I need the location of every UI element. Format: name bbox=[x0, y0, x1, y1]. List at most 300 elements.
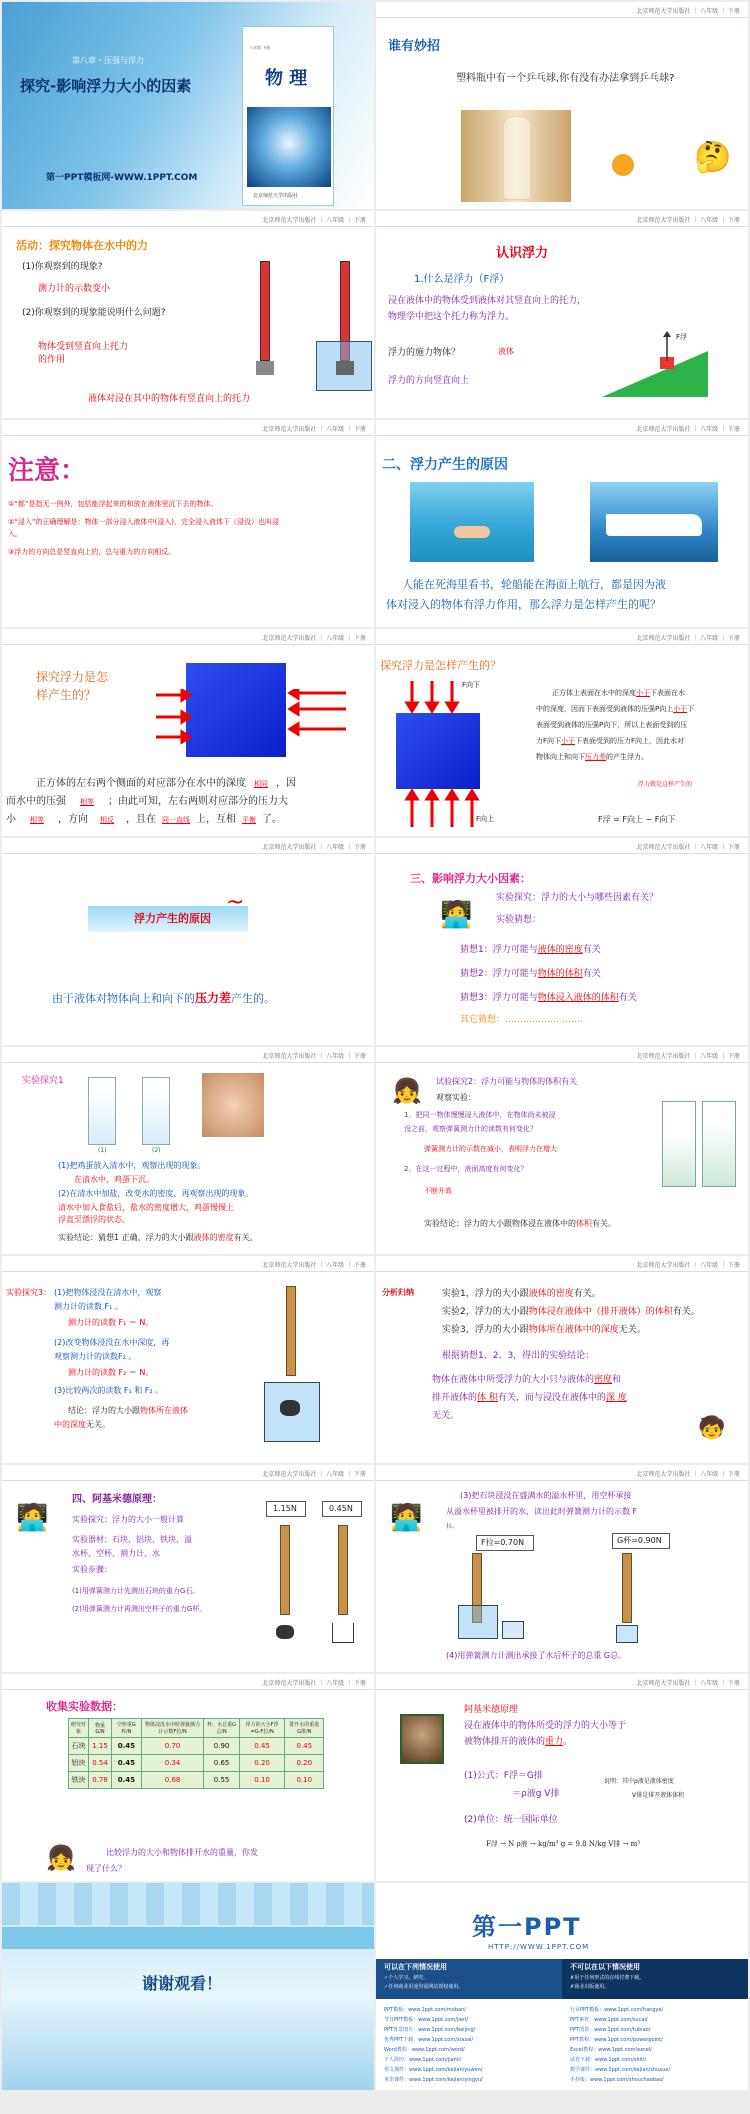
table-cell: 0.45 bbox=[111, 1772, 141, 1789]
force-up-label: F向上 bbox=[476, 815, 495, 823]
text-span: 有关。 bbox=[233, 1233, 258, 1242]
step-3: (3)比较两次的读数 F₁ 和 F₂ 。 bbox=[54, 1386, 164, 1395]
header-text: 北京师范大学出版社 ｜ 八年级 ｜ 下册 bbox=[636, 1262, 740, 1269]
hypotheses-label: 实验猜想： bbox=[496, 915, 542, 925]
table-cell: 0.70 bbox=[141, 1738, 204, 1755]
ping-pong-ball-icon bbox=[612, 154, 634, 176]
slide-header bbox=[376, 1674, 748, 1690]
text-span: 实验1，浮力的大小跟 bbox=[442, 1289, 529, 1299]
table-cell: 铝块 bbox=[69, 1755, 89, 1772]
text-line: 无关。 bbox=[432, 1411, 460, 1421]
slide-header bbox=[376, 838, 748, 854]
answer-2: 液体 bbox=[498, 347, 514, 356]
resource-link[interactable]: PPT模板：www.1ppt.com/moban/ bbox=[384, 2007, 466, 2013]
slide-title-line-2: 样产生的？ bbox=[36, 688, 97, 702]
slide-title: 收集实验数据： bbox=[46, 1700, 123, 1713]
step-2-result: 清水中加入食盐后，盐水的密度增大，鸡蛋慢慢上 bbox=[58, 1203, 234, 1212]
text-span: 下表面受到的压力F向上，因此水对 bbox=[575, 737, 685, 745]
step-3: (3)把石块浸没在盛满水的溢水杯里，用空杯承接 bbox=[460, 1491, 632, 1500]
highlight-text: 体 积 bbox=[477, 1393, 498, 1403]
slide-header bbox=[2, 1047, 374, 1063]
resource-link[interactable]: Excel教程：www.1ppt.com/excel/ bbox=[570, 2047, 652, 2053]
header-text: 北京师范大学出版社 ｜ 八年级 ｜ 下册 bbox=[262, 844, 366, 851]
principle-name: 阿基米德原理 bbox=[464, 1705, 519, 1715]
formula-1: (1)公式：F浮＝G排 bbox=[464, 1771, 543, 1781]
resource-link[interactable]: PPT教程：www.1ppt.com/powerpoint/ bbox=[570, 2037, 663, 2043]
blank-answer: 压力差 bbox=[585, 753, 606, 761]
step-3-cont: 从溢水杯里被排开的水，读出此时弹簧测力计的示数 F bbox=[446, 1507, 638, 1516]
question-1: (1)你观察到的现象? bbox=[22, 262, 103, 272]
step-2-cont: 观察测力计的读数F₂ 。 bbox=[54, 1352, 137, 1361]
filled-cup bbox=[616, 1625, 638, 1643]
reading-1: F拉=0.70N bbox=[481, 1538, 525, 1547]
slide-14 bbox=[376, 1256, 748, 1463]
table-cell: 0.45 bbox=[285, 1738, 324, 1755]
student-icon: 🧒 bbox=[698, 1416, 726, 1441]
tag-box bbox=[88, 906, 248, 932]
resource-link[interactable]: 英语课件：www.1ppt.com/kejian/yingyu/ bbox=[384, 2077, 483, 2083]
table-body bbox=[69, 1738, 324, 1789]
resource-link[interactable]: 行业PPT模板：www.1ppt.com/hangye/ bbox=[570, 2007, 664, 2013]
slide-title: 实验探究3： bbox=[6, 1288, 52, 1297]
stone bbox=[280, 1400, 300, 1416]
text-span: 无关。 bbox=[618, 1325, 646, 1335]
links-left bbox=[384, 2005, 483, 2085]
reading-2: 0.45N bbox=[329, 1504, 353, 1513]
resource-link[interactable]: Word教程：www.1ppt.com/word/ bbox=[384, 2047, 465, 2053]
table-cell: 石块 bbox=[69, 1738, 89, 1755]
reading-box-2 bbox=[322, 1501, 362, 1517]
highlight-text: 重力 bbox=[545, 1737, 564, 1747]
slide-heading: 谁有妙招 bbox=[388, 39, 441, 54]
thanks-text: 谢谢观看！ bbox=[142, 1974, 223, 1993]
resource-link[interactable]: PPT背景图片：www.1ppt.com/beijing/ bbox=[384, 2027, 476, 2033]
book-title: 物 理 bbox=[265, 68, 308, 89]
text-span: 有关。 bbox=[573, 1289, 601, 1299]
header-text: 北京师范大学出版社 ｜ 八年级 ｜ 下册 bbox=[262, 426, 366, 433]
bottle-photo bbox=[461, 110, 571, 202]
table-cell: 1.15 bbox=[89, 1738, 112, 1755]
answer-2: 不断升高 bbox=[424, 1187, 452, 1195]
side-force-arrows bbox=[152, 689, 352, 769]
header-text: 北京师范大学出版社 ｜ 八年级 ｜ 下册 bbox=[262, 635, 366, 642]
reading-2: G杯=0.90N bbox=[617, 1536, 662, 1545]
slide-title: 注意： bbox=[8, 456, 87, 486]
cover-title: 探究-影响浮力大小的因素 bbox=[20, 77, 192, 95]
links-right bbox=[570, 2005, 670, 2085]
units-heading: (2)单位：统一国际单位 bbox=[464, 1815, 558, 1825]
beaker-2 bbox=[142, 1077, 170, 1145]
table-header-cell: 空杯重G杯/N bbox=[111, 1719, 141, 1738]
text-span: 实验2，浮力的大小跟 bbox=[442, 1307, 529, 1317]
units-line: F浮 → N ρ液 → kg/m³ g = 9.8 N/kg V排 → m³ bbox=[486, 1840, 641, 1848]
text-span: 无关。 bbox=[86, 1420, 110, 1429]
reading-box-1 bbox=[476, 1535, 534, 1551]
other-hypotheses: 其它猜想：……………… ……. bbox=[460, 1015, 583, 1025]
table-row bbox=[69, 1772, 324, 1789]
spring-scale-1 bbox=[280, 1525, 290, 1615]
text-span: 下表面在水 bbox=[650, 689, 685, 697]
text-span: ，因 bbox=[276, 778, 296, 789]
table-header-cell: 研究对象 bbox=[69, 1719, 89, 1738]
slide-title: 活动：探究物体在水中的力 bbox=[16, 239, 148, 252]
text-span: 正方体上表面在水中的深度 bbox=[552, 689, 636, 697]
note-3: ③浮力的方向总是竖直向上的，总与重力的方向相反。 bbox=[8, 548, 176, 556]
note-2: V排是排开液体体积 bbox=[632, 1792, 685, 1799]
dead-sea-photo bbox=[410, 482, 534, 562]
text-span: 有关 bbox=[582, 945, 601, 955]
text-span: 有关 bbox=[618, 993, 637, 1003]
forbidden-item: ✗商业出版使用。 bbox=[570, 1984, 610, 1990]
reading-box-1 bbox=[266, 1501, 306, 1517]
student-icon: 🧑‍💻 bbox=[16, 1503, 49, 1533]
allowed-title: 可以在下列情况使用 bbox=[384, 1963, 447, 1971]
highlight-text: 压力差 bbox=[195, 991, 232, 1005]
table-cell: 铁块 bbox=[69, 1772, 89, 1789]
table-cell: 0.45 bbox=[239, 1738, 285, 1755]
spring-scale-2 bbox=[338, 1525, 348, 1615]
vertical-force-arrows bbox=[402, 679, 482, 829]
line-2: 实验器材：石块、铝块、铁块、溢 bbox=[72, 1535, 192, 1544]
table-cell: 0.34 bbox=[141, 1755, 204, 1772]
table-header-row bbox=[69, 1719, 324, 1738]
header-text: 北京师范大学出版社 ｜ 八年级 ｜ 下册 bbox=[636, 426, 740, 433]
spring-scale-1 bbox=[260, 261, 270, 361]
slide-12 bbox=[376, 1047, 748, 1254]
slide-title: 三、影响浮力大小因素： bbox=[410, 872, 531, 885]
header-text: 北京师范大学出版社 ｜ 八年级 ｜ 下册 bbox=[636, 217, 740, 224]
allowed-item: ✓个人学习、研究。 bbox=[384, 1975, 429, 1981]
note-2: ②“浸入”的正确理解是：物体一部分浸入液体中(浸入)，完全浸入液体下（浸没）也叫浸 bbox=[8, 518, 279, 526]
blank-answer: 相同 bbox=[254, 780, 268, 788]
text-span: 有关 bbox=[582, 969, 601, 979]
resource-link[interactable]: 数学课件：www.1ppt.com/kejian/shuxue/ bbox=[570, 2067, 671, 2073]
table-cell: 0.55 bbox=[204, 1772, 239, 1789]
highlight-text: 液体的密度 bbox=[537, 945, 583, 955]
slide-20 bbox=[376, 1883, 748, 2090]
table-cell: 0.90 bbox=[204, 1738, 239, 1755]
student-icon: 🧑‍💻 bbox=[390, 1503, 423, 1533]
text-span: 有关。 bbox=[592, 1219, 616, 1228]
slide-17 bbox=[2, 1674, 374, 1881]
principle-line-1: 浸在液体中的物体所受的浮力的大小等于 bbox=[464, 1721, 627, 1731]
archimedes-portrait bbox=[400, 1714, 444, 1764]
question-1: 1.什么是浮力（F浮） bbox=[414, 274, 510, 285]
step-2: (2)改变物体浸没在水中深度，再 bbox=[54, 1338, 170, 1347]
text-span: ，且在 bbox=[126, 814, 156, 825]
header-text: 北京师范大学出版社 ｜ 八年级 ｜ 下册 bbox=[262, 1680, 366, 1687]
incline-diagram bbox=[602, 331, 712, 401]
line-3: 实验步骤： bbox=[72, 1565, 112, 1574]
caption-2: (2) bbox=[152, 1147, 161, 1154]
text-span: 有关，而与浸没在液体中的 bbox=[497, 1393, 606, 1403]
thinking-character-icon: 🤔 bbox=[694, 140, 732, 175]
text-span: 的产生浮力。 bbox=[606, 753, 648, 761]
slide-8 bbox=[376, 629, 748, 836]
question-2: 2、在这一过程中，液面高度有何变化？ bbox=[404, 1165, 528, 1173]
slide-15 bbox=[2, 1465, 374, 1672]
text-span: 有关。 bbox=[672, 1307, 700, 1317]
slide-header bbox=[2, 211, 374, 227]
overflow-cup bbox=[458, 1605, 498, 1639]
cylinder-1 bbox=[662, 1101, 696, 1187]
text-span: 实验结论：猜想1 正确，浮力的大小跟 bbox=[58, 1233, 194, 1242]
highlight-text: 深 度 bbox=[605, 1393, 627, 1403]
forbidden-item: ✗用于任何形式的在线付费下载。 bbox=[570, 1975, 645, 1981]
slide-5 bbox=[2, 420, 374, 627]
text-span: ，方向 bbox=[58, 814, 88, 825]
slide-header bbox=[376, 211, 748, 227]
question-2: (2)你观察到的现象能说明什么问题? bbox=[22, 308, 166, 318]
text-span: 下 bbox=[687, 705, 695, 713]
slide-9 bbox=[2, 838, 374, 1045]
brand-logo: 第一PPT bbox=[472, 1913, 582, 1941]
header-text: 北京师范大学出版社 ｜ 八年级 ｜ 下册 bbox=[262, 1053, 366, 1060]
accent-band bbox=[2, 1927, 374, 1949]
header-text: 北京师范大学出版社 ｜ 八年级 ｜ 下册 bbox=[636, 8, 740, 15]
table-cell: 0.10 bbox=[239, 1772, 285, 1789]
student-writing-icon: 🧑‍💻 bbox=[440, 900, 473, 930]
student-icon: 👧 bbox=[392, 1077, 422, 1105]
slide-7 bbox=[2, 629, 374, 836]
text-span: 由于液体对物体向上和向下的 bbox=[52, 992, 195, 1005]
hand-photo bbox=[202, 1073, 264, 1137]
table-header-cell: 物体浸没水中时弹簧测力计示数F拉/N bbox=[141, 1719, 204, 1738]
header-text: 北京师范大学出版社 ｜ 八年级 ｜ 下册 bbox=[262, 217, 366, 224]
formula: F浮 = F向上 − F向下 bbox=[598, 815, 676, 824]
slide-1 bbox=[2, 2, 374, 209]
slide-header bbox=[376, 1047, 748, 1063]
table-row bbox=[69, 1755, 324, 1772]
chapter-label: 第八章・压强与浮力 bbox=[72, 56, 144, 65]
slide-10 bbox=[376, 838, 748, 1045]
slide-header bbox=[2, 838, 374, 854]
caption-1: (1) bbox=[98, 1147, 107, 1154]
slide-header bbox=[2, 1674, 374, 1690]
definition-line-2: 物理学中把这个托力称为浮力。 bbox=[388, 312, 515, 322]
slide-title: 实验探究1 bbox=[22, 1076, 64, 1086]
text-line: 表面受到液体的压强P向下，所以上表面受到的压 bbox=[536, 721, 688, 729]
resource-link[interactable]: 优秀PPT下载：www.1ppt.com/xiazai/ bbox=[384, 2037, 474, 2043]
reading-2: 测力计的读数 F₂ ＝ N。 bbox=[68, 1368, 154, 1377]
subheading: 观察实验： bbox=[436, 1093, 476, 1102]
answer-2: 物体受到竖直向上托力 bbox=[38, 342, 129, 352]
spring-scale-2 bbox=[622, 1553, 632, 1623]
resource-link[interactable]: 个人简历：www.1ppt.com/jianli/ bbox=[384, 2057, 462, 2063]
highlight-text: 液体的密度 bbox=[528, 1289, 574, 1299]
table-cell: 0.20 bbox=[239, 1755, 285, 1772]
site-label: 第一PPT模板网-WWW.1PPT.COM bbox=[46, 173, 198, 183]
allowed-item: ✓任何商业用途均需网站授权使用。 bbox=[384, 1984, 464, 1990]
text-span: 物体在液体中所受浮力的大小只与液体的 bbox=[432, 1375, 595, 1385]
highlight-text: 液体的密度 bbox=[193, 1233, 234, 1242]
text-span: 力F向下 bbox=[536, 737, 562, 745]
step-1-result: 在清水中，鸡蛋下沉。 bbox=[74, 1175, 154, 1184]
resource-link[interactable]: PPT素材：www.1ppt.com/sucai/ bbox=[570, 2017, 648, 2023]
cylinder-2 bbox=[702, 1101, 736, 1187]
resource-link[interactable]: 手抄报：www.1ppt.com/shouchaobao/ bbox=[570, 2077, 664, 2083]
slide-title: 分析归纳 bbox=[382, 1288, 414, 1297]
highlight-text: 物体浸入液体的体积 bbox=[537, 993, 619, 1003]
table-cell: 0.45 bbox=[111, 1755, 141, 1772]
weight-2 bbox=[336, 361, 354, 375]
header-text: 北京师范大学出版社 ｜ 八年级 ｜ 下册 bbox=[636, 844, 740, 851]
note-2-cont: 入。 bbox=[8, 530, 22, 538]
slide-header bbox=[376, 420, 748, 436]
formula-2: ＝ρ液g V排 bbox=[512, 1789, 560, 1799]
weight-1 bbox=[256, 361, 274, 375]
highlight-text: 中的深度 bbox=[54, 1420, 86, 1429]
text-span: 排开液体的 bbox=[432, 1393, 478, 1403]
blank-answer: 小于 bbox=[673, 705, 688, 713]
text-span: 被物体排开的液体的 bbox=[464, 1737, 546, 1747]
step-2-result-cont: 浮直至漂浮的状态。 bbox=[58, 1215, 130, 1224]
slide-2 bbox=[376, 2, 748, 209]
text-span: 物体向上和向下 bbox=[536, 753, 585, 761]
highlight-text: 物体所在液体 bbox=[140, 1406, 188, 1415]
step-2: (2)用弹簧测力计再测出空杯子的重力G杯。 bbox=[72, 1605, 207, 1613]
slide-header bbox=[2, 1256, 374, 1272]
resource-link[interactable]: PPT图表：www.1ppt.com/tubiao/ bbox=[570, 2027, 651, 2033]
note-label: 浮力就是这样产生的 bbox=[638, 781, 693, 788]
forbidden-title: 不可以在以下情况使用 bbox=[570, 1963, 640, 1971]
highlight-text: 体积 bbox=[576, 1219, 592, 1228]
slide-header bbox=[376, 1465, 748, 1481]
slide-3 bbox=[2, 211, 374, 418]
line-1: 实验探究：浮力的大小一般计算 bbox=[72, 1515, 184, 1524]
slide-title-line-1: 探究浮力是怎 bbox=[36, 670, 109, 684]
highlight-text: 物体所在液体中的深度 bbox=[528, 1325, 619, 1335]
beaker-1 bbox=[88, 1077, 116, 1145]
slide-header bbox=[2, 1465, 374, 1481]
note-1: 说明：其中ρ液是液体密度 bbox=[604, 1778, 674, 1785]
answer-1: 测力计的示数变小 bbox=[38, 284, 111, 294]
book-publisher: 北京师范大学出版社 bbox=[253, 193, 299, 199]
question-1-cont: 没之前，观察弹簧测力计的读数有何变化？ bbox=[404, 1125, 537, 1133]
slide-19 bbox=[2, 1883, 374, 2090]
step-2: (2)在清水中加盐，改变水的密度，再观察出现的现象。 bbox=[58, 1189, 254, 1198]
table-cell: 0.78 bbox=[89, 1772, 112, 1789]
text-span: 实验3，浮力的大小跟 bbox=[442, 1325, 529, 1335]
text-span: 。 bbox=[563, 1737, 573, 1747]
forbidden-panel bbox=[562, 1959, 748, 1999]
text-span: 产生的。 bbox=[231, 992, 276, 1005]
swirl-icon: ~ bbox=[226, 890, 245, 915]
blank-answer: 相等 bbox=[30, 816, 44, 824]
header-text: 北京师范大学出版社 ｜ 八年级 ｜ 下册 bbox=[262, 1471, 366, 1478]
text-span: 猜想1：浮力可能与 bbox=[460, 945, 538, 955]
highlight-text: 物体浸在液体中（排开液体）的体积 bbox=[528, 1307, 673, 1317]
line-2-cont: 水杯、空杯、测力计、水 bbox=[72, 1549, 160, 1558]
question-2: 浮力的施力物体？ bbox=[388, 348, 461, 358]
blank-answer: 相反 bbox=[100, 816, 114, 824]
slide-header bbox=[2, 629, 374, 645]
table-header-cell: 物重G/N bbox=[89, 1719, 112, 1738]
slide-title: 二、浮力产生的原因 bbox=[382, 457, 508, 473]
student-icon: 👧 bbox=[46, 1844, 76, 1872]
slide-4 bbox=[376, 211, 748, 418]
slide-6 bbox=[376, 420, 748, 627]
question-1: 1、把同一物体慢慢浸入液体中，在物体尚未被浸 bbox=[404, 1111, 556, 1119]
blank-answer: 同一直线 bbox=[162, 816, 190, 824]
table-header-cell: 浮力的大小F浮=G-F拉/N bbox=[239, 1719, 285, 1738]
header-text: 北京师范大学出版社 ｜ 八年级 ｜ 下册 bbox=[636, 1053, 740, 1060]
step-3-end: 拉。 bbox=[446, 1523, 459, 1530]
text-span: 而水中的压强 bbox=[6, 796, 66, 807]
text-span: 实验结论：浮力的大小跟物体浸在液体中的 bbox=[424, 1219, 576, 1228]
reading-1: 1.15N bbox=[273, 1504, 297, 1513]
definition-line-1: 浸在液体中的物体受到液体对其竖直向上的托力， bbox=[388, 296, 587, 306]
decorative-band bbox=[2, 1883, 374, 1925]
slide-11 bbox=[2, 1047, 374, 1254]
resource-link[interactable]: 语文课件：www.1ppt.com/kejian/yuwen/ bbox=[384, 2067, 483, 2073]
conclusion-heading: 根据猜想1、2、3，得出的实验结论： bbox=[442, 1351, 595, 1361]
blank-answer: 平衡 bbox=[242, 816, 256, 824]
text-span: 和 bbox=[612, 1375, 622, 1385]
slide-16 bbox=[376, 1465, 748, 1672]
stone bbox=[276, 1625, 294, 1639]
table-cell: 0.65 bbox=[204, 1755, 239, 1772]
force-label: F浮 bbox=[676, 333, 688, 341]
step-4: (4)用弹簧测力计测出承接了水后杯子的总重 G总。 bbox=[446, 1651, 627, 1660]
header-text: 北京师范大学出版社 ｜ 八年级 ｜ 下册 bbox=[636, 1471, 740, 1478]
table-header-cell: 排开水的重量G排/N bbox=[285, 1719, 324, 1738]
ship-photo bbox=[590, 482, 718, 562]
highlight-text: 密度 bbox=[594, 1375, 613, 1385]
slide-13 bbox=[2, 1256, 374, 1463]
data-table bbox=[68, 1718, 324, 1789]
question-line-2: 现了什么？ bbox=[86, 1864, 126, 1873]
slide-title: 试验探究2：浮力可能与物体的体积有关 bbox=[436, 1077, 578, 1086]
slide-header bbox=[376, 2, 748, 18]
text-span: 正方体的左右两个侧面的对应部分在水中的深度 bbox=[36, 778, 246, 789]
slide-title: 探究浮力是怎样产生的？ bbox=[380, 659, 501, 672]
conclusion: 液体对浸在其中的物体有竖直向上的托力 bbox=[88, 394, 251, 404]
highlight-text: 物体的体积 bbox=[537, 969, 583, 979]
resource-link[interactable]: 试卷下载：www.1ppt.com/shiti/ bbox=[570, 2057, 647, 2063]
text-span: 了。 bbox=[262, 814, 282, 825]
resource-link[interactable]: 节日PPT模板：www.1ppt.com/jieri/ bbox=[384, 2017, 468, 2023]
paragraph-line-2: 体对浸入的物体有浮力作用，那么浮力是怎样产生的呢？ bbox=[386, 598, 661, 611]
table-header-cell: 杯、水总重G总/N bbox=[204, 1719, 239, 1738]
header-text: 北京师范大学出版社 ｜ 八年级 ｜ 下册 bbox=[636, 635, 740, 642]
blank-answer: 相等 bbox=[80, 798, 94, 806]
table-cell: 0.45 bbox=[111, 1738, 141, 1755]
tag-label: 浮力产生的原因 bbox=[134, 912, 211, 925]
paragraph-line-1: 人能在死海里看书，轮船能在海面上航行，都是因为液 bbox=[402, 578, 666, 591]
question-line-1: 比较浮力的大小和物体排开水的重量，你发 bbox=[106, 1848, 258, 1857]
note-1: ①“都”是指无一例外，包括能浮起来的和放在液体里沉下去的物体。 bbox=[8, 500, 218, 508]
answer-1: 弹簧测力计的示数在减小，表明浮力在增大 bbox=[424, 1145, 557, 1153]
step-1: (1)把物体浸没在清水中，观察 bbox=[54, 1288, 162, 1297]
text-span: 上，互相 bbox=[196, 814, 236, 825]
header-text: 北京师范大学出版社 ｜ 八年级 ｜ 下册 bbox=[262, 1262, 366, 1269]
text-span: ；由此可知，左右两则对应部分的压力大 bbox=[108, 796, 288, 807]
brand-url: HTTP://WWW.1PPT.COM bbox=[488, 1943, 590, 1951]
step-1-cont: 测力计的读数 F₁ 。 bbox=[54, 1302, 123, 1311]
spring-scale bbox=[286, 1286, 296, 1376]
table-cell: 0.20 bbox=[285, 1755, 324, 1772]
question-text: 塑料瓶中有一个乒乓球,你有没有办法拿到乒乓球? bbox=[456, 73, 675, 84]
text-span: 结论：浮力的大小跟 bbox=[68, 1406, 140, 1415]
question: 实验探究：浮力的大小与哪些因素有关？ bbox=[496, 893, 659, 903]
reading-1: 测力计的读数 F₁ ＝ N。 bbox=[68, 1318, 154, 1327]
text-span: 小 bbox=[6, 814, 16, 825]
question-3: 浮力的方向竖直向上 bbox=[388, 376, 470, 386]
answer-2-cont: 的作用 bbox=[38, 355, 66, 365]
empty-cup bbox=[332, 1623, 354, 1643]
blank-answer: 小于 bbox=[561, 737, 576, 745]
